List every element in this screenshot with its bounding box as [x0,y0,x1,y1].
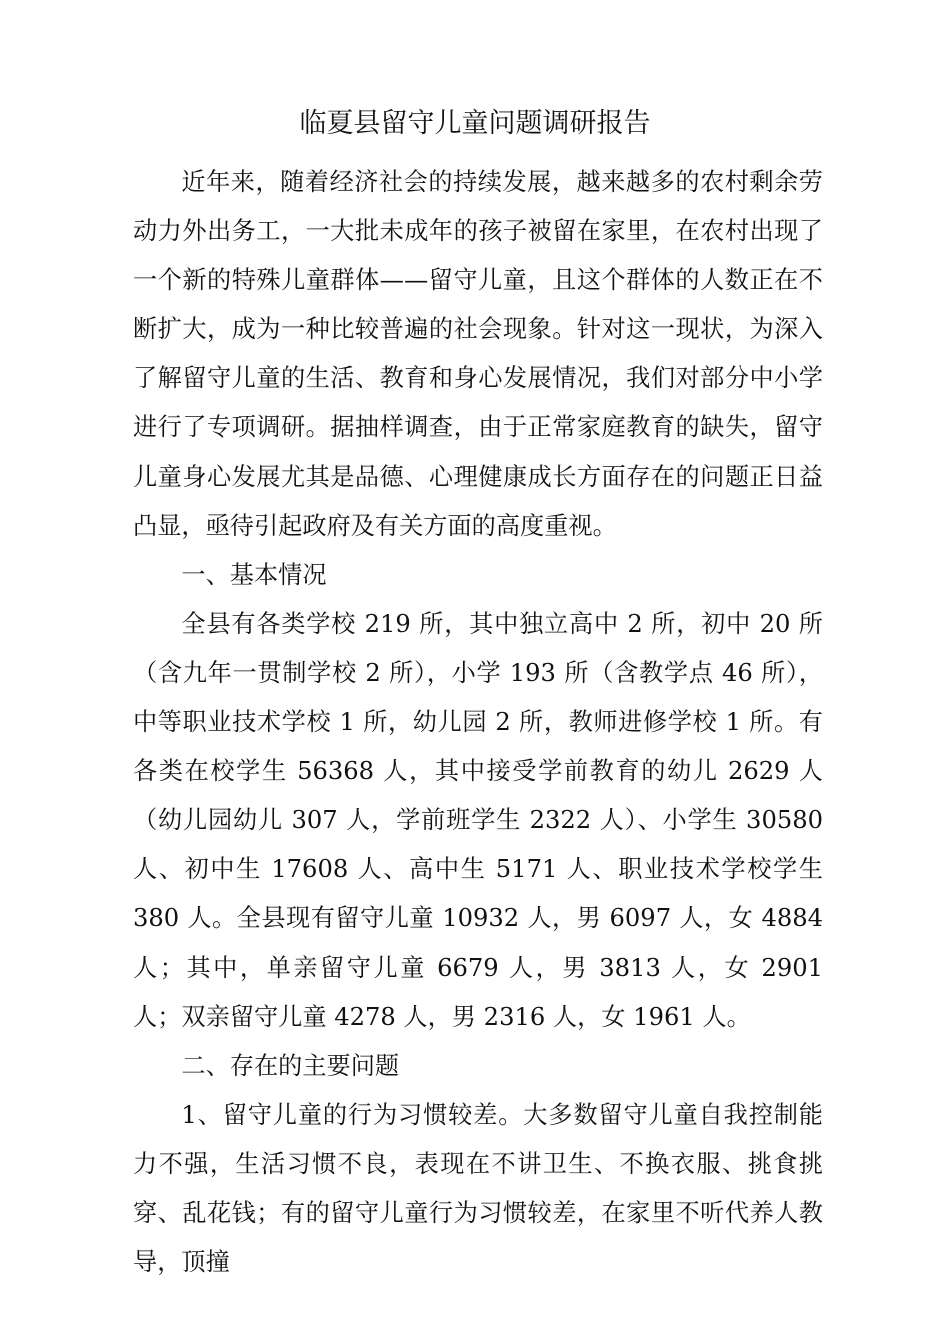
intro-paragraph: 近年来，随着经济社会的持续发展，越来越多的农村剩余劳动力外出务工，一大批未成年的孩子被留在家里，在农村出现了一个新的特殊儿童群体——留守儿童，且这个群体的人数正在不断扩大，成为一种比较普遍的社会现象。针对这一现状，为深入了解留守儿童的生活、教育和身心发展情况，我们对部分中小学进行了专项调研。据抽样调查，由于正常家庭教育的缺失，留守儿童身心发展尤其是品德、心理健康成长方面存在的问题正日益凸显，亟待引起政府及有关方面的高度重视。 [133,168,823,540]
document-body [133,158,823,1287]
problem-item-1-paragraph: 1、留守儿童的行为习惯较差。大多数留守儿童自我控制能力不强，生活习惯不良，表现在不讲卫生、不换衣服、挑食挑穿、乱花钱；有的留守儿童行为习惯较差，在家里不听代养人教导，顶撞 [133,1100,823,1277]
section-heading-main-problems: 二、存在的主要问题 [181,1051,400,1080]
section-heading-basic-situation: 一、基本情况 [181,560,327,589]
document-title: 临夏县留守儿童问题调研报告 [299,108,651,139]
basic-situation-paragraph: 全县有各类学校 219 所，其中独立高中 2 所，初中 20 所（含九年一贯制学校 2 所），小学 193 所（含教学点 46 所），中等职业技术学校 1 所，幼儿园 2 所，教师进修学校 1 所。有各类在校学生 56368 人，其中接受学前教育的幼儿 2629 人（幼儿园幼儿 307 人，学前班学生 2322 人）、小学生 30580 人、初中生 17608 人、高中生 5171 人、职业技术学校学生 380 人。全县现有留守儿童 10932 人，男 6097 人，女 4884 人；其中，单亲留守儿童 6679 人，男 3813 人，女 2901 人；双亲留守儿童 4278 人，男 2316 人，女 1961 人。 [133,609,823,1031]
